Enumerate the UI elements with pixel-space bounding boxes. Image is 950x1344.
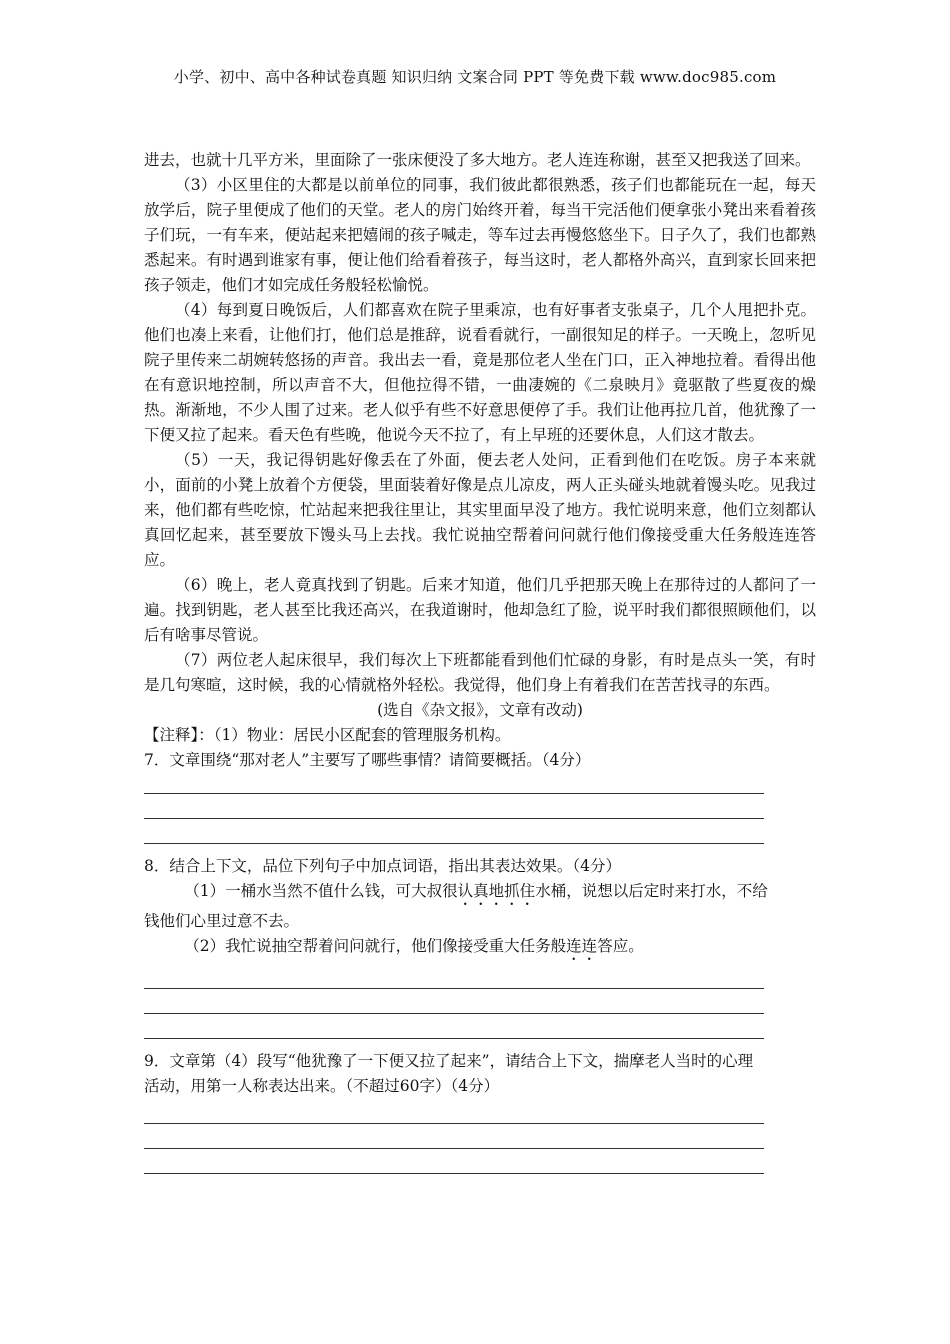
answer-lines-q8 xyxy=(144,964,764,1039)
paragraph-4: （4）每到夏日晚饭后，人们都喜欢在院子里乘凉，也有好事者支张桌子，几个人甩把扑克。他们也凑上来看，让他们打，他们总是推辞，说看看就行，一副很知足的样子。一天晚上，忽听见院子里传来二胡婉转悠扬的声音。我出去一看，竟是那位老人坐在门口，正入神地拉着。看得出他在有意识地控制，所以声音不大，但他拉得不错，一曲凄婉的《二泉映月》竟驱散了些夏夜的燥热。渐渐地，不少人围了过来。老人似乎有些不好意思便停了手。我们让他再拉几首，他犹豫了一下便又拉了起来。看天色有些晚，他说今天不拉了，有上早班的还要休息，人们这才散去。 xyxy=(144,301,816,444)
q8-2-text-a: （2）我忙说抽空帮着问问就行，他们像接受重大任务般 xyxy=(184,937,567,955)
answer-line[interactable] xyxy=(144,964,764,989)
paragraph-3: （3）小区里住的大都是以前单位的同事，我们彼此都很熟悉，孩子们也都能玩在一起，每天放学后，院子里便成了他们的天堂。老人的房门始终开着，每当干完活他们便拿张小凳出来看着孩子们玩，一有车来，便站起来把嬉闹的孩子喊走，等车过去再慢悠悠坐下。日子久了，我们也都熟悉起来。有时遇到谁家有事，便让他们给看着孩子，每当这时，老人都格外高兴，直到家长回来把孩子领走，他们才如完成任务般轻松愉悦。 xyxy=(144,176,816,294)
q8-1-text-b: 水桶，说想以后定时来打水，不给 xyxy=(535,882,768,900)
page-header: 小学、初中、高中各种试卷真题 知识归纳 文案合同 PPT 等免费下载 www.doc985.com xyxy=(173,68,777,86)
question-7: 7．文章围绕“那对老人”主要写了哪些事情？请简要概括。（4分） xyxy=(144,751,591,769)
q8-2-text-b: 答应。 xyxy=(597,937,644,955)
page-content xyxy=(144,148,816,1174)
paragraph-7: （7）两位老人起床很早，我们每次上下班都能看到他们忙碌的身影，有时是点头一笑，有时是几句寒暄，这时候，我的心情就格外轻松。我觉得，他们身上有着我们在苦苦找寻的东西。 xyxy=(144,651,816,694)
dotted-words-2: 连连 xyxy=(566,937,598,955)
answer-line[interactable] xyxy=(144,773,764,794)
dotted-words-1: 认真地抓住 xyxy=(457,882,536,900)
answer-lines-q9 xyxy=(144,1099,764,1174)
answer-line[interactable] xyxy=(144,819,764,844)
footnote: 【注释】：（1）物业：居民小区配套的管理服务机构。 xyxy=(144,726,511,744)
source-citation: (选自《杂文报》，文章有改动) xyxy=(377,701,583,719)
question-8-item-1 xyxy=(144,879,816,909)
answer-line[interactable] xyxy=(144,794,764,819)
answer-line[interactable] xyxy=(144,1099,764,1124)
answer-line[interactable] xyxy=(144,1014,764,1039)
question-8: 8．结合上下文，品位下列句子中加点词语，指出其表达效果。（4分） xyxy=(144,857,621,875)
paragraph-6: （6）晚上，老人竟真找到了钥匙。后来才知道，他们几乎把那天晚上在那待过的人都问了一遍。找到钥匙，老人甚至比我还高兴，在我道谢时，他却急红了脸，说平时我们都很照顾他们，以后有啥事尽管说。 xyxy=(144,576,816,644)
question-8-item-1-continued: 钱他们心里过意不去。 xyxy=(144,912,300,930)
answer-line[interactable] xyxy=(144,1124,764,1149)
question-8-item-2 xyxy=(144,934,816,964)
q8-1-text-a: （1）一桶水当然不值什么钱，可大叔很 xyxy=(184,882,458,900)
answer-lines-q7 xyxy=(144,773,764,844)
question-9-line-1: 9．文章第（4）段写“他犹豫了一下便又拉了起来”，请结合上下文，揣摩老人当时的心理 xyxy=(144,1052,754,1070)
paragraph-5: （5）一天，我记得钥匙好像丢在了外面，便去老人处问，正看到他们在吃饭。房子本来就小，面前的小凳上放着个方便袋，里面装着好像是点儿凉皮，两人正头碰头地就着馒头吃。见我过来，他们都有些吃惊，忙站起来把我往里让，其实里面早没了地方。我忙说明来意，他们立刻都认真回忆起来，甚至要放下馒头马上去找。我忙说抽空帮着问问就行他们像接受重大任务般连连答应。 xyxy=(144,451,816,569)
answer-line[interactable] xyxy=(144,1149,764,1174)
question-9-line-2: 活动，用第一人称表达出来。（不超过60字）（4分） xyxy=(144,1077,500,1095)
paragraph-continued: 进去，也就十几平方米，里面除了一张床便没了多大地方。老人连连称谢，甚至又把我送了回来。 xyxy=(144,151,811,169)
answer-line[interactable] xyxy=(144,989,764,1014)
